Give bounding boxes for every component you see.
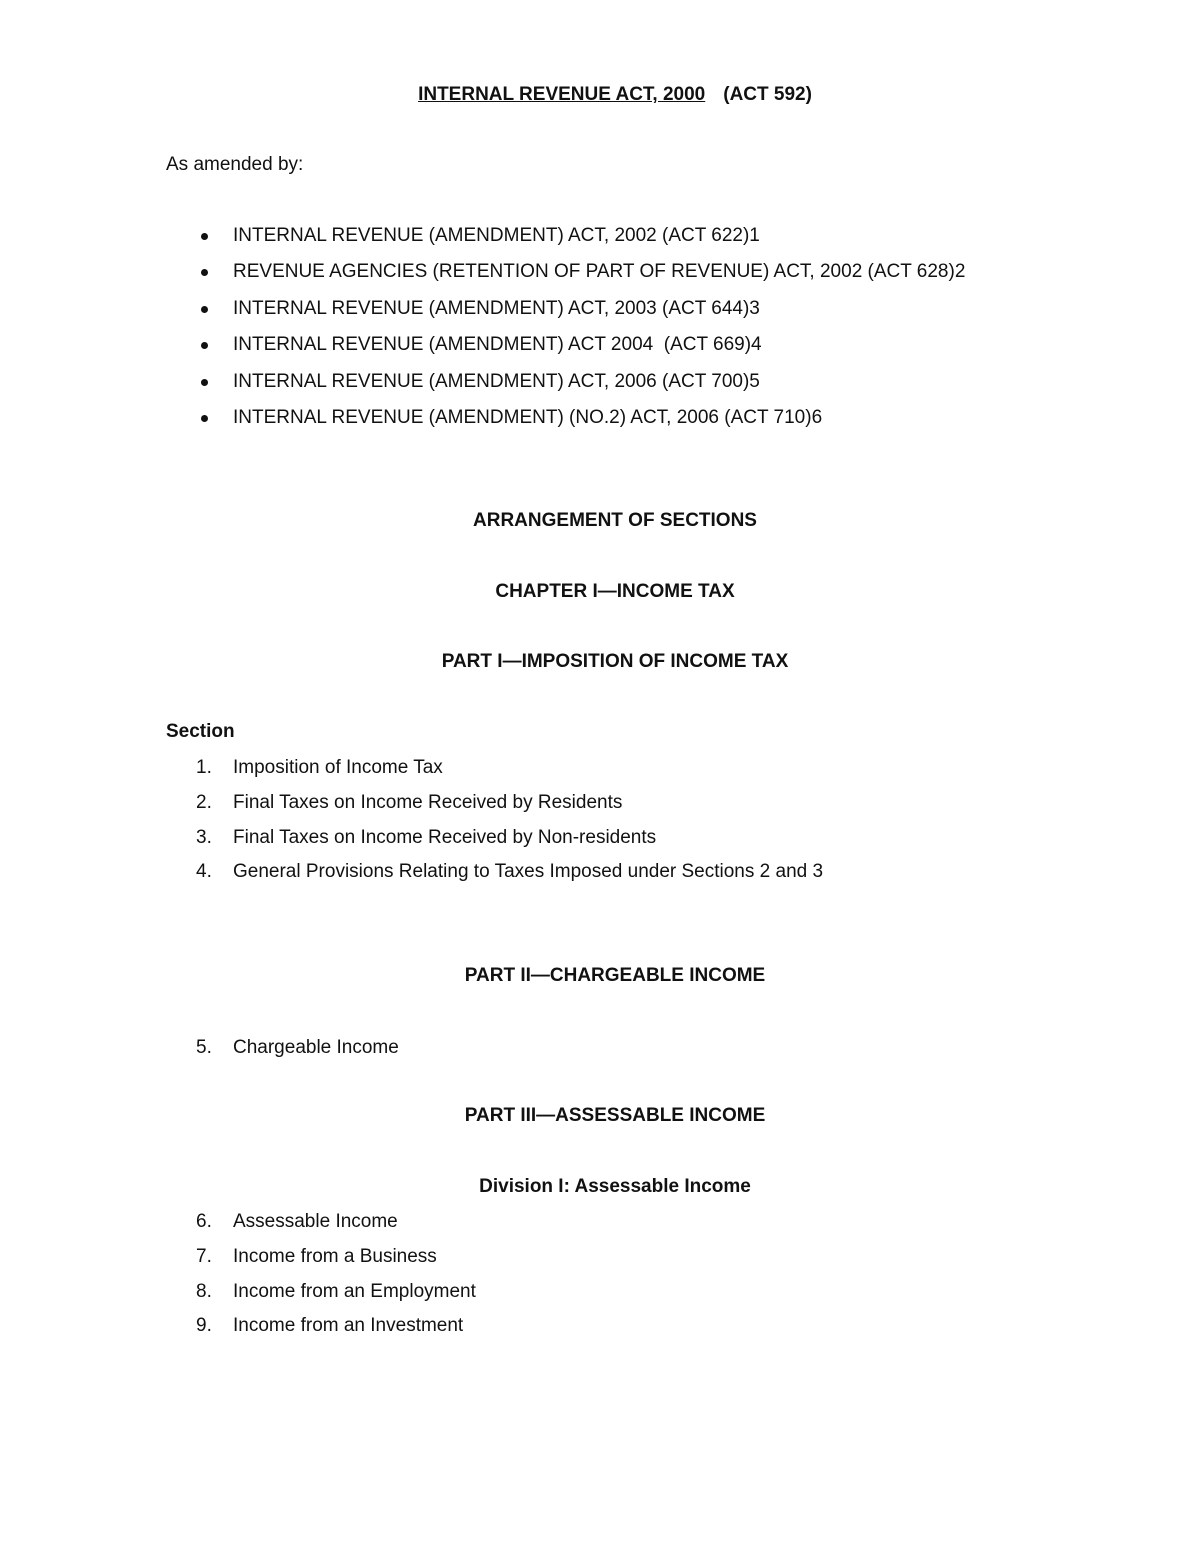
section-label: Section — [166, 721, 235, 742]
section-number: 1. — [196, 757, 212, 778]
amendment-item — [196, 370, 965, 406]
part3-heading: PART III—ASSESSABLE INCOME — [464, 1105, 766, 1126]
section-title: Final Taxes on Income Received by Non-residents — [233, 826, 657, 848]
section-title: Imposition of Income Tax — [233, 757, 443, 778]
bullet-icon — [201, 379, 208, 386]
amendment-item — [196, 224, 965, 260]
amendment-item — [196, 260, 965, 296]
section-title: Income from an Employment — [233, 1280, 476, 1302]
section-item — [196, 791, 823, 826]
amendment-text: INTERNAL REVENUE (AMENDMENT) ACT, 2006 (ACT 700)5 — [233, 370, 760, 392]
amendment-item — [196, 406, 965, 442]
section-number: 5. — [196, 1037, 212, 1058]
section-title: Final Taxes on Income Received by Residents — [233, 791, 623, 813]
part1-sections-list — [196, 756, 823, 895]
bullet-icon — [201, 233, 208, 240]
division-heading: Division I: Assessable Income — [479, 1176, 751, 1197]
section-item — [196, 1314, 476, 1349]
part2-sections-list — [196, 1036, 399, 1071]
bullet-icon — [201, 306, 208, 313]
bullet-icon — [201, 415, 208, 422]
section-item — [196, 1210, 476, 1245]
amended-by-label: As amended by: — [166, 154, 304, 175]
section-item — [196, 860, 823, 895]
section-number: 2. — [196, 791, 212, 813]
section-number: 6. — [196, 1211, 212, 1232]
bullet-icon — [201, 342, 208, 349]
section-title: Chargeable Income — [233, 1037, 399, 1058]
arrangement-heading: ARRANGEMENT OF SECTIONS — [473, 510, 757, 531]
section-title: Income from a Business — [233, 1245, 437, 1267]
chapter-heading: CHAPTER I—INCOME TAX — [495, 581, 735, 602]
amendment-item — [196, 297, 965, 333]
section-title: General Provisions Relating to Taxes Imposed under Sections 2 and 3 — [233, 861, 824, 883]
part2-heading: PART II—CHARGEABLE INCOME — [464, 965, 766, 986]
amendment-text: INTERNAL REVENUE (AMENDMENT) ACT, 2003 (ACT 644)3 — [233, 297, 760, 319]
part1-heading: PART I—IMPOSITION OF INCOME TAX — [441, 651, 789, 672]
section-item — [196, 1245, 476, 1280]
section-number: 7. — [196, 1245, 212, 1267]
section-title: Income from an Investment — [233, 1315, 464, 1337]
section-item — [196, 756, 823, 791]
section-title: Assessable Income — [233, 1211, 398, 1232]
section-item — [196, 1280, 476, 1315]
section-number: 3. — [196, 826, 212, 848]
section-item — [196, 1036, 399, 1071]
bullet-icon — [201, 269, 208, 276]
section-number: 8. — [196, 1280, 212, 1302]
section-number: 4. — [196, 861, 212, 883]
section-item — [196, 826, 823, 861]
amendments-list — [196, 224, 965, 442]
document-title — [0, 84, 1200, 106]
act-title: INTERNAL REVENUE ACT, 2000 — [418, 84, 706, 105]
act-number: (ACT 592) — [723, 84, 812, 105]
part3-sections-list — [196, 1210, 476, 1349]
amendment-item — [196, 333, 965, 369]
amendment-text: INTERNAL REVENUE (AMENDMENT) (NO.2) ACT, 2006 (ACT 710)6 — [233, 406, 823, 428]
section-number: 9. — [196, 1315, 212, 1337]
amendment-text: INTERNAL REVENUE (AMENDMENT) ACT, 2002 (ACT 622)1 — [233, 225, 760, 246]
amendment-text: INTERNAL REVENUE (AMENDMENT) ACT 2004 (ACT 669)4 — [233, 334, 762, 356]
amendment-text: REVENUE AGENCIES (RETENTION OF PART OF REVENUE) ACT, 2002 (ACT 628)2 — [233, 261, 966, 283]
